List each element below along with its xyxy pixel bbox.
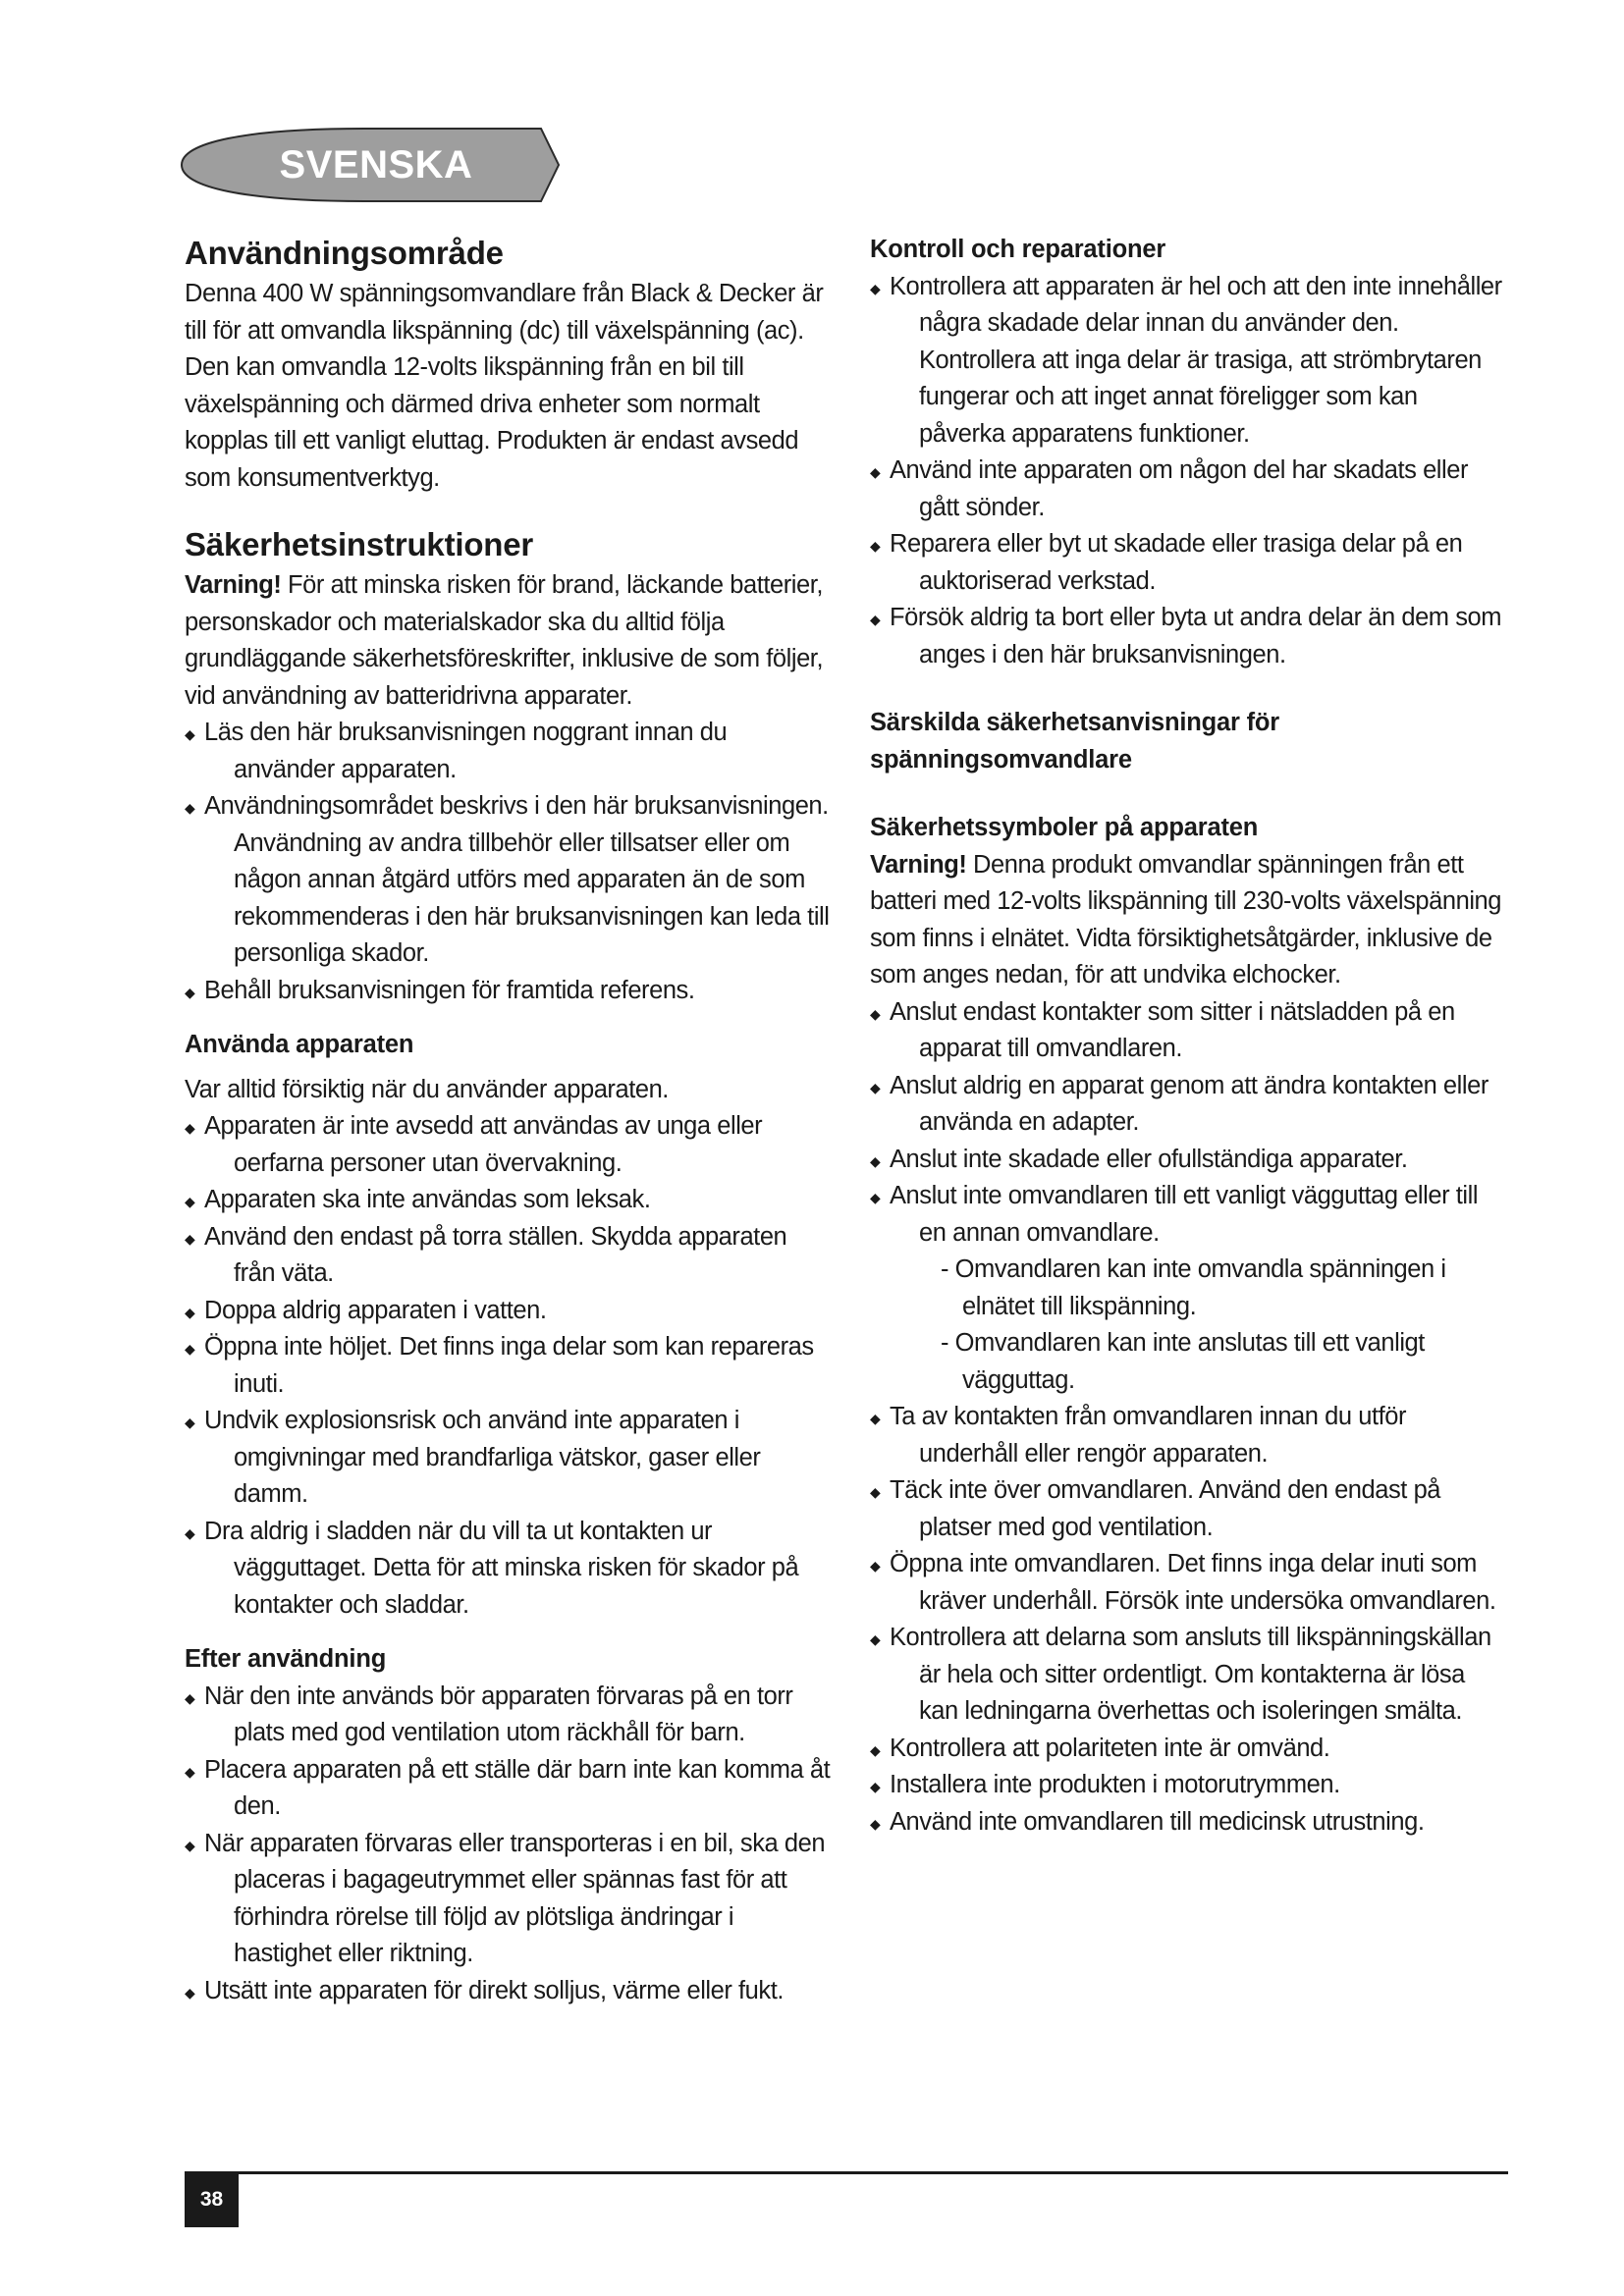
- warning-label: Varning!: [870, 850, 967, 879]
- list-item: ◆ Anslut aldrig en apparat genom att ändra kontakten eller använda en adapter.: [870, 1068, 1508, 1142]
- list-item: ◆ Försök aldrig ta bort eller byta ut andra delar än dem som anges i den här bruksanvisningen.: [870, 600, 1508, 673]
- warning-label: Varning!: [185, 571, 282, 599]
- list-item: ◆ Apparaten ska inte användas som leksak.: [185, 1182, 833, 1219]
- list-item: ◆ Öppna inte omvandlaren. Det finns inga delar inuti som kräver underhåll. Försök inte undersöka omvandlaren.: [870, 1546, 1508, 1620]
- list-item: ◆ Installera inte produkten i motorutrymmen.: [870, 1767, 1508, 1804]
- list-item: ◆ Apparaten är inte avsedd att användas av unga eller oerfarna personer utan övervakning.: [185, 1108, 833, 1182]
- list-item: ◆ Kontrollera att delarna som ansluts till likspänningskällan är hela och sitter ordentligt. Om kontakterna är lösa kan ledningarna överhettas och isoleringen smälta.: [870, 1620, 1508, 1731]
- using-intro: Var alltid försiktig när du använder apparaten.: [185, 1075, 669, 1103]
- sub-list: [870, 1252, 1508, 1399]
- sub-item: - Omvandlaren kan inte omvandla spänningen i elnätet till likspänning.: [941, 1255, 1446, 1320]
- list-item: ◆ Öppna inte höljet. Det finns inga delar som kan repareras inuti.: [185, 1329, 833, 1403]
- using-list: [185, 1108, 833, 1624]
- language-badge: [178, 125, 565, 205]
- list-item: ◆ Använd inte omvandlaren till medicinsk utrustning.: [870, 1804, 1508, 1842]
- sub-item: - Omvandlaren kan inte anslutas till ett vanligt vägguttag.: [941, 1329, 1425, 1394]
- list-item: ◆ Reparera eller byt ut skadade eller trasiga delar på en auktoriserad verkstad.: [870, 526, 1508, 600]
- inspection-list: [870, 269, 1508, 674]
- list-item: ◆ Behåll bruksanvisningen för framtida referens.: [185, 973, 833, 1010]
- footer-rule: [185, 2171, 1508, 2174]
- symbols-list: [870, 994, 1508, 1253]
- safety-warning: [185, 567, 833, 715]
- list-item: ◆ Anslut inte omvandlaren till ett vanligt vägguttag eller till en annan omvandlare.: [870, 1178, 1508, 1252]
- safety-heading: Säkerhetsinstruktioner: [185, 526, 534, 562]
- list-item: ◆ Använd den endast på torra ställen. Skydda apparaten från väta.: [185, 1219, 833, 1293]
- symbols-warning: [870, 847, 1508, 994]
- inspection-heading: Kontroll och reparationer: [870, 236, 1166, 263]
- after-use-heading: Efter användning: [185, 1645, 387, 1673]
- warning-text: För att minska risken för brand, läckande batterier, personskador och materialskador ska du alltid följa grundläggande säkerhetsföreskrifter, inklusive de som följer, vid användning av batteridrivna apparater.: [185, 571, 824, 710]
- symbols-list-continued: [870, 1399, 1508, 1841]
- list-item: ◆ Anslut inte skadade eller ofullständiga apparater.: [870, 1142, 1508, 1179]
- list-item: ◆ Anslut endast kontakter som sitter i nätsladden på en apparat till omvandlaren.: [870, 994, 1508, 1068]
- inverter-safety-heading: Särskilda säkerhetsanvisningar för spänningsomvandlare: [870, 709, 1279, 774]
- list-item: ◆ Undvik explosionsrisk och använd inte apparaten i omgivningar med brandfarliga vätskor, gaser eller damm.: [185, 1403, 833, 1514]
- list-item: ◆ När den inte används bör apparaten förvaras på en torr plats med god ventilation utom räckhåll för barn.: [185, 1679, 833, 1752]
- list-item: ◆ Användningsområdet beskrivs i den här bruksanvisningen. Användning av andra tillbehör eller tillsatser eller om någon annan åtgärd utförs med apparaten än de som rekommenderas i den här bruksanvisningen kan leda till personliga skador.: [185, 788, 833, 973]
- page-number: 38: [185, 2172, 239, 2227]
- list-item: ◆ Dra aldrig i sladden när du vill ta ut kontakten ur vägguttaget. Detta för att minska risken för skador på kontakter och sladdar.: [185, 1514, 833, 1625]
- intended-use-heading: Användningsområde: [185, 235, 504, 271]
- intended-use-body: Denna 400 W spänningsomvandlare från Black & Decker är till för att omvandla likspänning (dc) till växelspänning (ac). Den kan omvandla 12-volts likspänning från en bil till växelspänning och därmed driva enheter som normalt kopplas till ett vanligt eluttag. Produkten är endast avsedd som konsumentverktyg.: [185, 280, 824, 492]
- left-column: [185, 231, 833, 2009]
- list-item: ◆ Använd inte apparaten om någon del har skadats eller gått sönder.: [870, 453, 1508, 526]
- list-item: ◆ När apparaten förvaras eller transporteras i en bil, ska den placeras i bagageutrymmet eller spännas fast för att förhindra rörelse till följd av plötsliga ändringar i hastighet eller riktning.: [185, 1826, 833, 1973]
- symbols-heading: Säkerhetssymboler på apparaten: [870, 814, 1259, 841]
- safety-list: [185, 715, 833, 1009]
- after-use-list: [185, 1679, 833, 2010]
- right-column: [870, 232, 1508, 1841]
- using-heading: Använda apparaten: [185, 1031, 414, 1058]
- list-item: ◆ Läs den här bruksanvisningen noggrant innan du använder apparaten.: [185, 715, 833, 788]
- warning-text: Denna produkt omvandlar spänningen från ett batteri med 12-volts likspänning till 230-volts växelspänning som finns i elnätet. Vidta försiktighetsåtgärder, inklusive de som anges nedan, för att undvika elchocker.: [870, 850, 1501, 988]
- list-item: ◆ Placera apparaten på ett ställe där barn inte kan komma åt den.: [185, 1752, 833, 1826]
- list-item: ◆ Doppa aldrig apparaten i vatten.: [185, 1293, 833, 1330]
- list-item: ◆ Utsätt inte apparaten för direkt solljus, värme eller fukt.: [185, 1973, 833, 2010]
- language-label: SVENSKA: [279, 142, 473, 187]
- list-item: ◆ Ta av kontakten från omvandlaren innan du utför underhåll eller rengör apparaten.: [870, 1399, 1508, 1472]
- list-item: ◆ Kontrollera att apparaten är hel och att den inte innehåller några skadade delar innan du använder den. Kontrollera att inga delar är trasiga, att strömbrytaren fungerar och att inget annat föreligger som kan påverka apparatens funktioner.: [870, 269, 1508, 454]
- list-item: ◆ Täck inte över omvandlaren. Använd den endast på platser med god ventilation.: [870, 1472, 1508, 1546]
- list-item: ◆ Kontrollera att polariteten inte är omvänd.: [870, 1731, 1508, 1768]
